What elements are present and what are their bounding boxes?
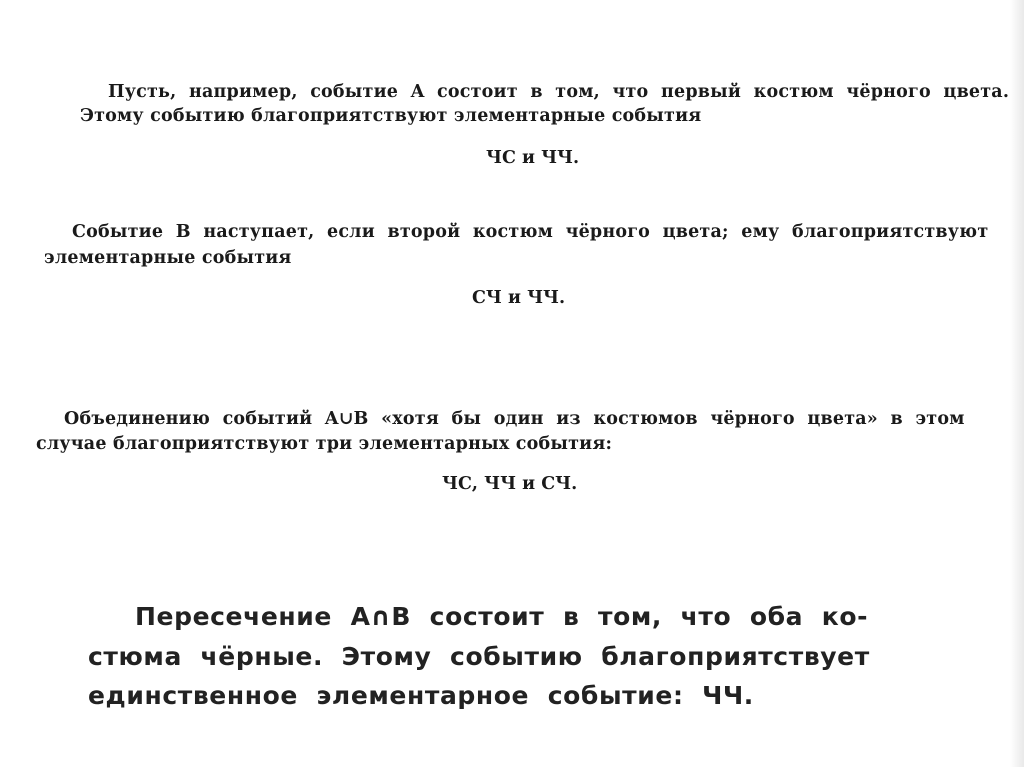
block4-line1: Пересечение A∩B состоит в том, что оба ко- — [135, 602, 869, 631]
block2-line2: элементарные события — [44, 248, 292, 268]
block4-line3: единственное элементарное событие: ЧЧ. — [88, 681, 754, 710]
block4-line2: стюма чёрные. Этому событию благоприятствует — [88, 642, 870, 671]
block2-formula: СЧ и ЧЧ. — [472, 288, 566, 308]
slide-edge-shadow — [1010, 0, 1024, 767]
block3-line1: Объединению событий A∪B «хотя бы один из костюмов чёрного цвета» в этом — [64, 409, 965, 429]
block1-formula: ЧС и ЧЧ. — [486, 148, 580, 168]
block2-line1: Событие B наступает, если второй костюм чёрного цвета; ему благоприятствуют — [72, 222, 989, 242]
block1-line1: Пусть, например, событие A состоит в том, что первый костюм чёрного цвета. — [108, 82, 1010, 102]
block3-line2: случае благоприятствуют три элементарных события: — [36, 434, 613, 454]
block3-formula: ЧС, ЧЧ и СЧ. — [442, 474, 578, 494]
block1-line2: Этому событию благоприятствуют элементарные события — [80, 106, 702, 126]
